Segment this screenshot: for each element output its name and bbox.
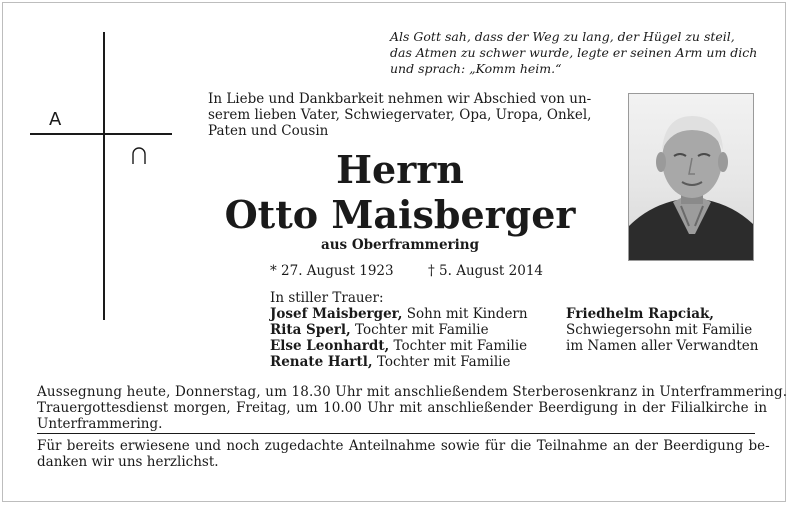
service-line: Aussegnung heute, Donnerstag, um 18.30 Uhr mit anschließendem Sterberosenkranz in Unterframmering. bbox=[37, 384, 788, 400]
cross-icon bbox=[103, 32, 105, 320]
mourner-relation: Tochter mit Familie bbox=[372, 354, 511, 370]
alpha-symbol: A bbox=[49, 109, 62, 130]
poem-line: das Atmen zu schwer wurde, legte er seinen Arm um dich bbox=[390, 45, 758, 60]
cross-crossbar bbox=[30, 133, 172, 135]
intro-line: Paten und Cousin bbox=[208, 123, 329, 139]
list-item bbox=[270, 306, 560, 322]
list-item bbox=[270, 338, 560, 354]
service-announcement bbox=[37, 384, 788, 432]
mourners-list bbox=[270, 290, 560, 370]
mourners-heading: In stiller Trauer: bbox=[270, 290, 384, 306]
deceased-name: Otto Maisberger bbox=[224, 192, 576, 237]
thanks-note bbox=[37, 438, 770, 470]
mourner-name: Josef Maisberger, bbox=[270, 306, 403, 322]
thanks-line: Für bereits erwiesene und noch zugedachte Anteilnahme sowie für die Teilnahme an der Beerdigung be- bbox=[37, 438, 770, 454]
mourner-name: Renate Hartl, bbox=[270, 354, 373, 370]
farewell-poem bbox=[390, 29, 760, 77]
intro-text bbox=[208, 91, 608, 139]
relative-line: im Namen aller Verwandten bbox=[566, 338, 759, 354]
intro-line: In Liebe und Dankbarkeit nehmen wir Abschied von un- bbox=[208, 91, 592, 107]
list-item bbox=[270, 354, 560, 370]
birth-date: * 27. August 1923 bbox=[270, 263, 394, 279]
death-date: † 5. August 2014 bbox=[428, 263, 543, 279]
relative-entry bbox=[566, 306, 766, 354]
relative-name: Friedhelm Rapciak, bbox=[566, 306, 714, 322]
salutation-heading: Herrn bbox=[336, 147, 464, 192]
thanks-line: danken wir uns herzlichst. bbox=[37, 454, 219, 470]
mourner-name: Rita Sperl, bbox=[270, 322, 351, 338]
poem-line: und sprach: „Komm heim.“ bbox=[390, 61, 562, 76]
mourner-relation: Tochter mit Familie bbox=[350, 322, 489, 338]
relative-line: Schwiegersohn mit Familie bbox=[566, 322, 753, 338]
mourner-name: Else Leonhardt, bbox=[270, 338, 390, 354]
service-line: Trauergottesdienst morgen, Freitag, um 10.00 Uhr mit anschließender Beerdigung in der Filialkirche in bbox=[37, 400, 768, 416]
service-line: Unterframmering. bbox=[37, 416, 163, 432]
mourner-relation: Sohn mit Kindern bbox=[402, 306, 528, 322]
deceased-origin: aus Oberframmering bbox=[320, 237, 480, 253]
intro-line: serem lieben Vater, Schwiegervater, Opa, Uropa, Onkel, bbox=[208, 107, 592, 123]
mourner-relation: Tochter mit Familie bbox=[389, 338, 528, 354]
poem-line: Als Gott sah, dass der Weg zu lang, der Hügel zu steil, bbox=[390, 29, 735, 44]
list-item bbox=[270, 322, 560, 338]
omega-symbol bbox=[131, 147, 147, 170]
divider bbox=[37, 433, 755, 434]
portrait-photo bbox=[628, 93, 754, 261]
